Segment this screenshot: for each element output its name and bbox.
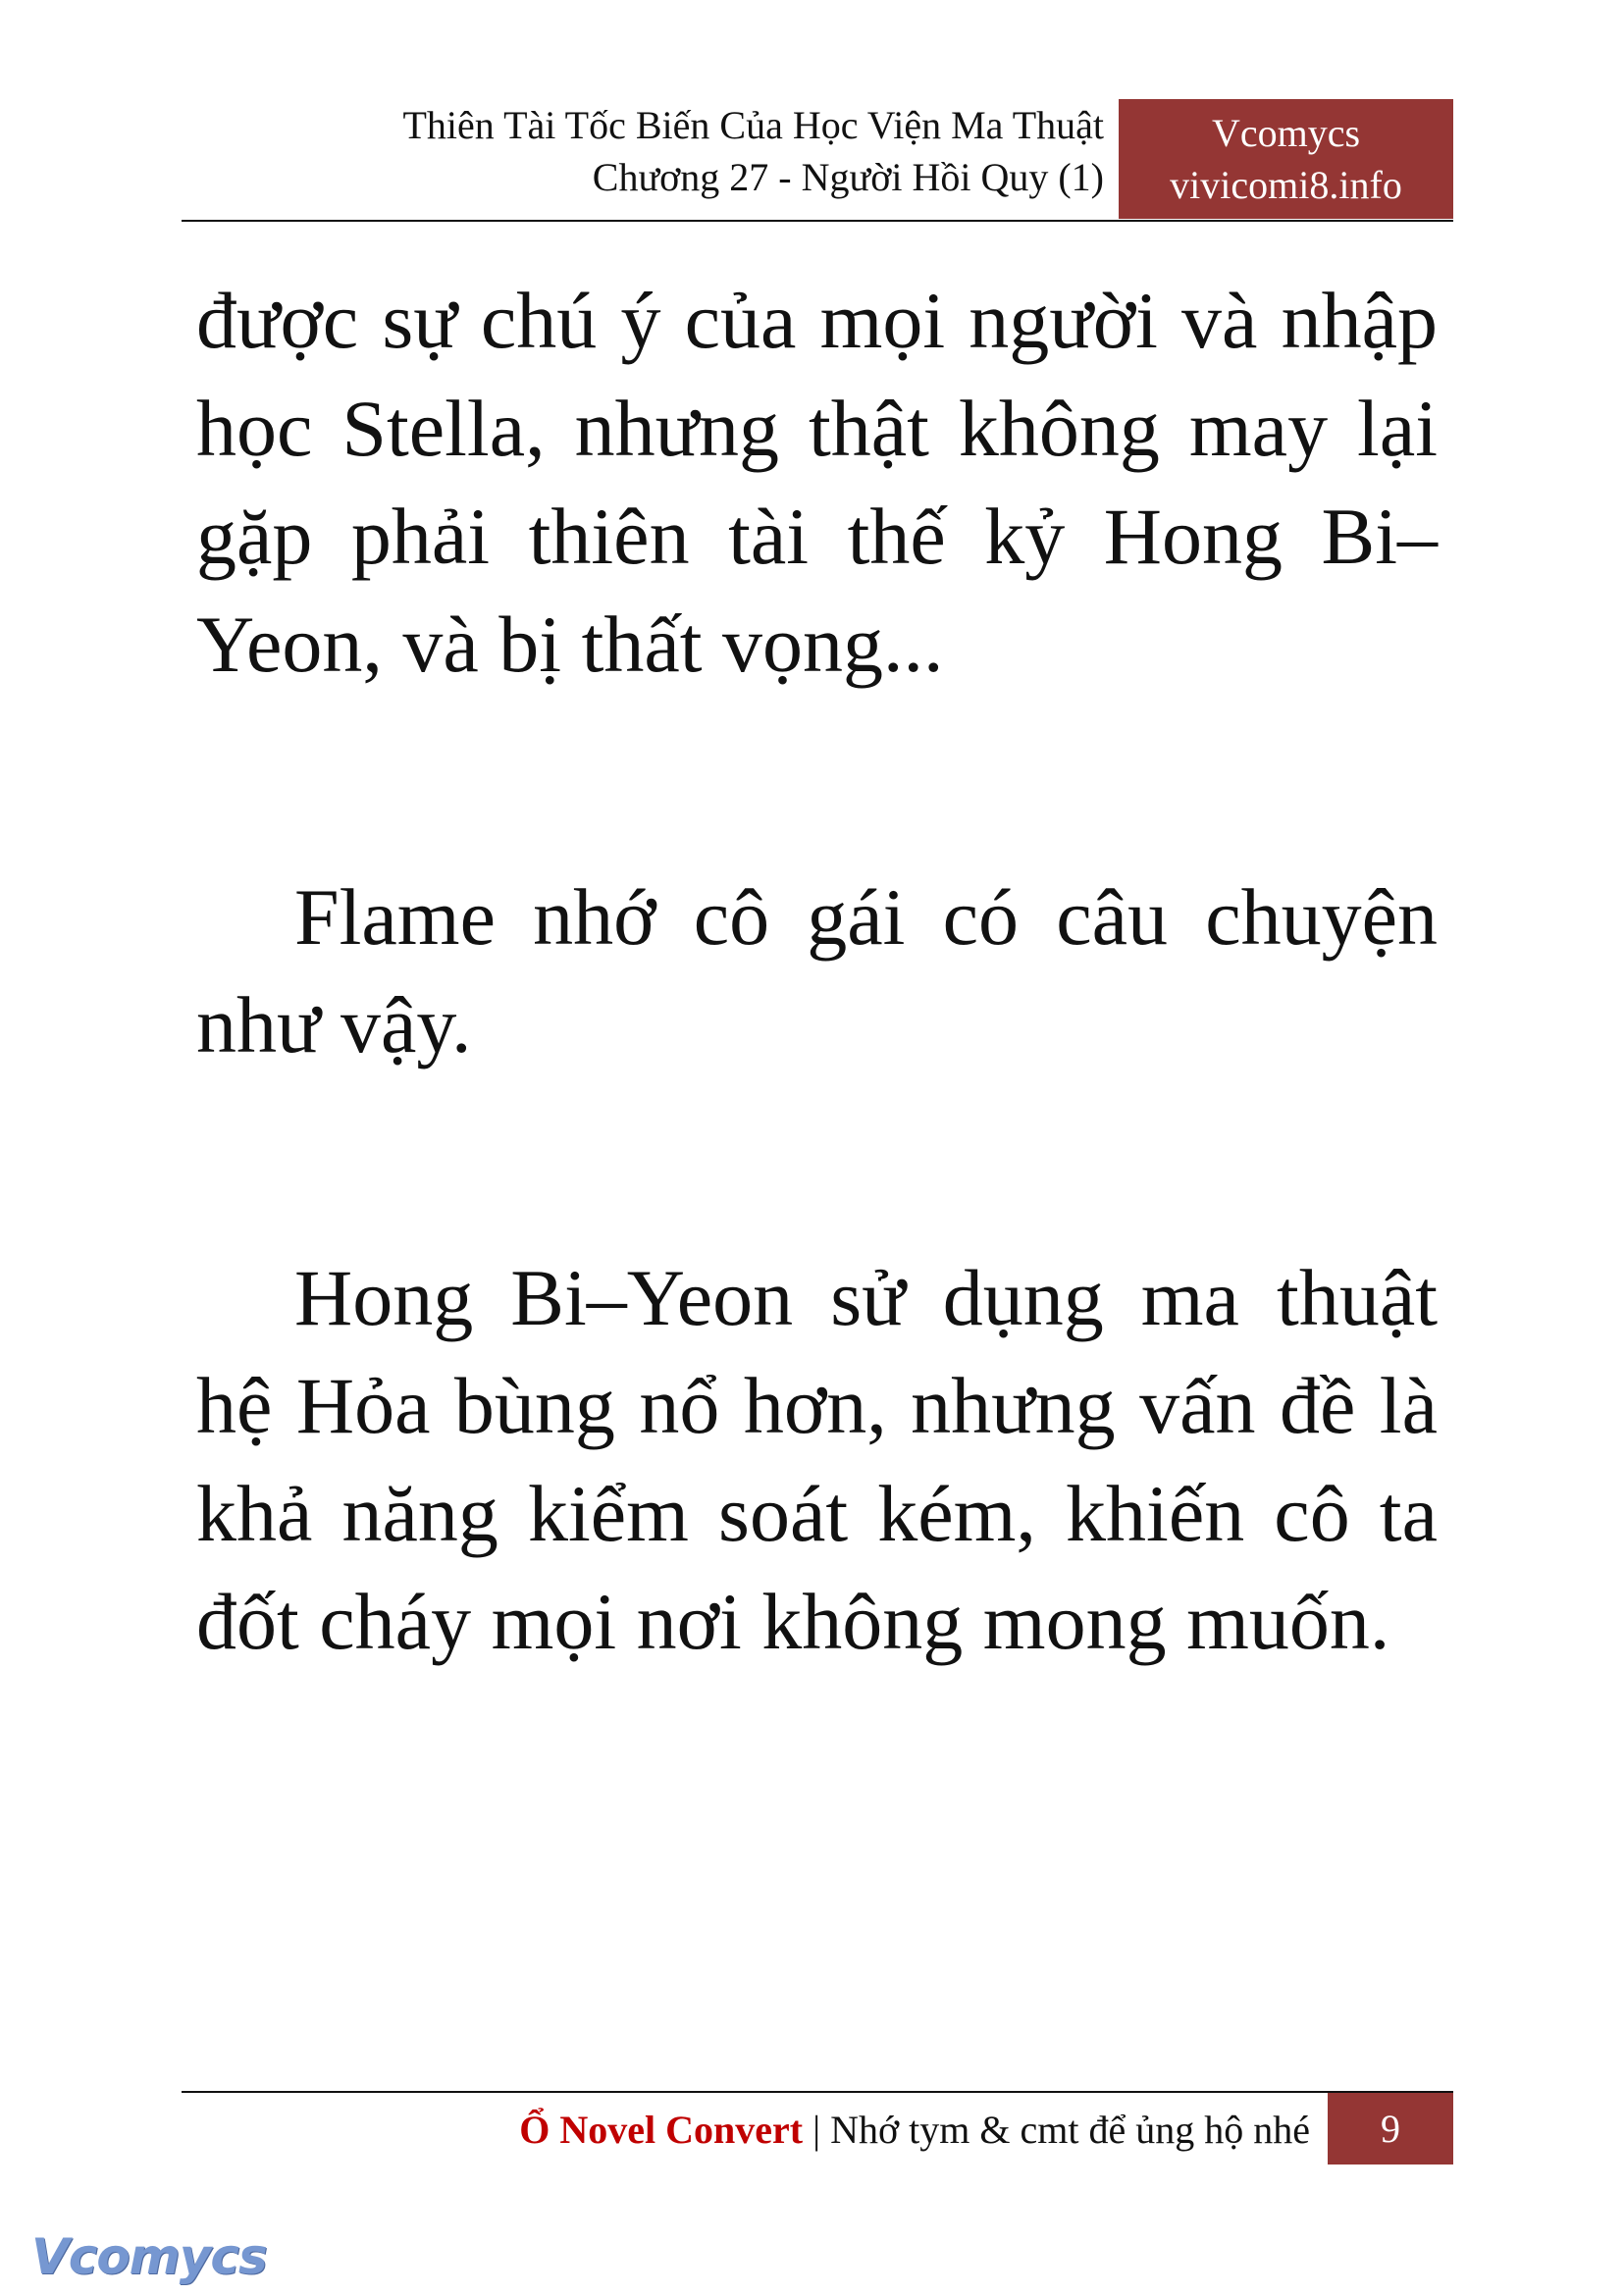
header-divider — [182, 220, 1453, 222]
page-number: 9 — [1328, 2093, 1453, 2165]
footer-brand: Ổ Novel Convert — [519, 2108, 804, 2152]
paragraph-gap — [196, 699, 1438, 863]
book-title: Thiên Tài Tốc Biến Của Học Viện Ma Thuật — [402, 103, 1104, 147]
paragraph-1: được sự chú ý của mọi người và nhập học Stella, nhưng thật không may lại gặp phải thiên tài thế kỷ Hong Bi–Yeon, và bị thất vọng... — [196, 276, 1438, 689]
footer-slogan: Nhớ tym & cmt để ủng hộ nhé — [830, 2108, 1310, 2152]
footer-divider — [182, 2091, 1453, 2093]
chapter-title: Chương 27 - Người Hồi Quy (1) — [592, 155, 1104, 199]
brand-site: vivicomi8.info — [1170, 163, 1402, 207]
footer-separator: | — [812, 2108, 821, 2152]
paragraph-gap — [196, 1079, 1438, 1244]
brand-name: Vcomycs — [1211, 111, 1361, 155]
footer-line — [182, 2096, 1310, 2165]
header-brand-box — [1119, 99, 1453, 219]
paragraph-3: Hong Bi–Yeon sử dụng ma thuật hệ Hỏa bùng nổ hơn, nhưng vấn đề là khả năng kiểm soát kém, khiến cô ta đốt cháy mọi nơi không mong muốn. — [196, 1253, 1438, 1666]
watermark-logo: Vcomycs — [31, 2228, 267, 2285]
page-body — [196, 267, 1438, 1676]
paragraph-2: Flame nhớ cô gái có câu chuyện như vậy. — [196, 872, 1438, 1069]
running-header — [182, 99, 1104, 219]
